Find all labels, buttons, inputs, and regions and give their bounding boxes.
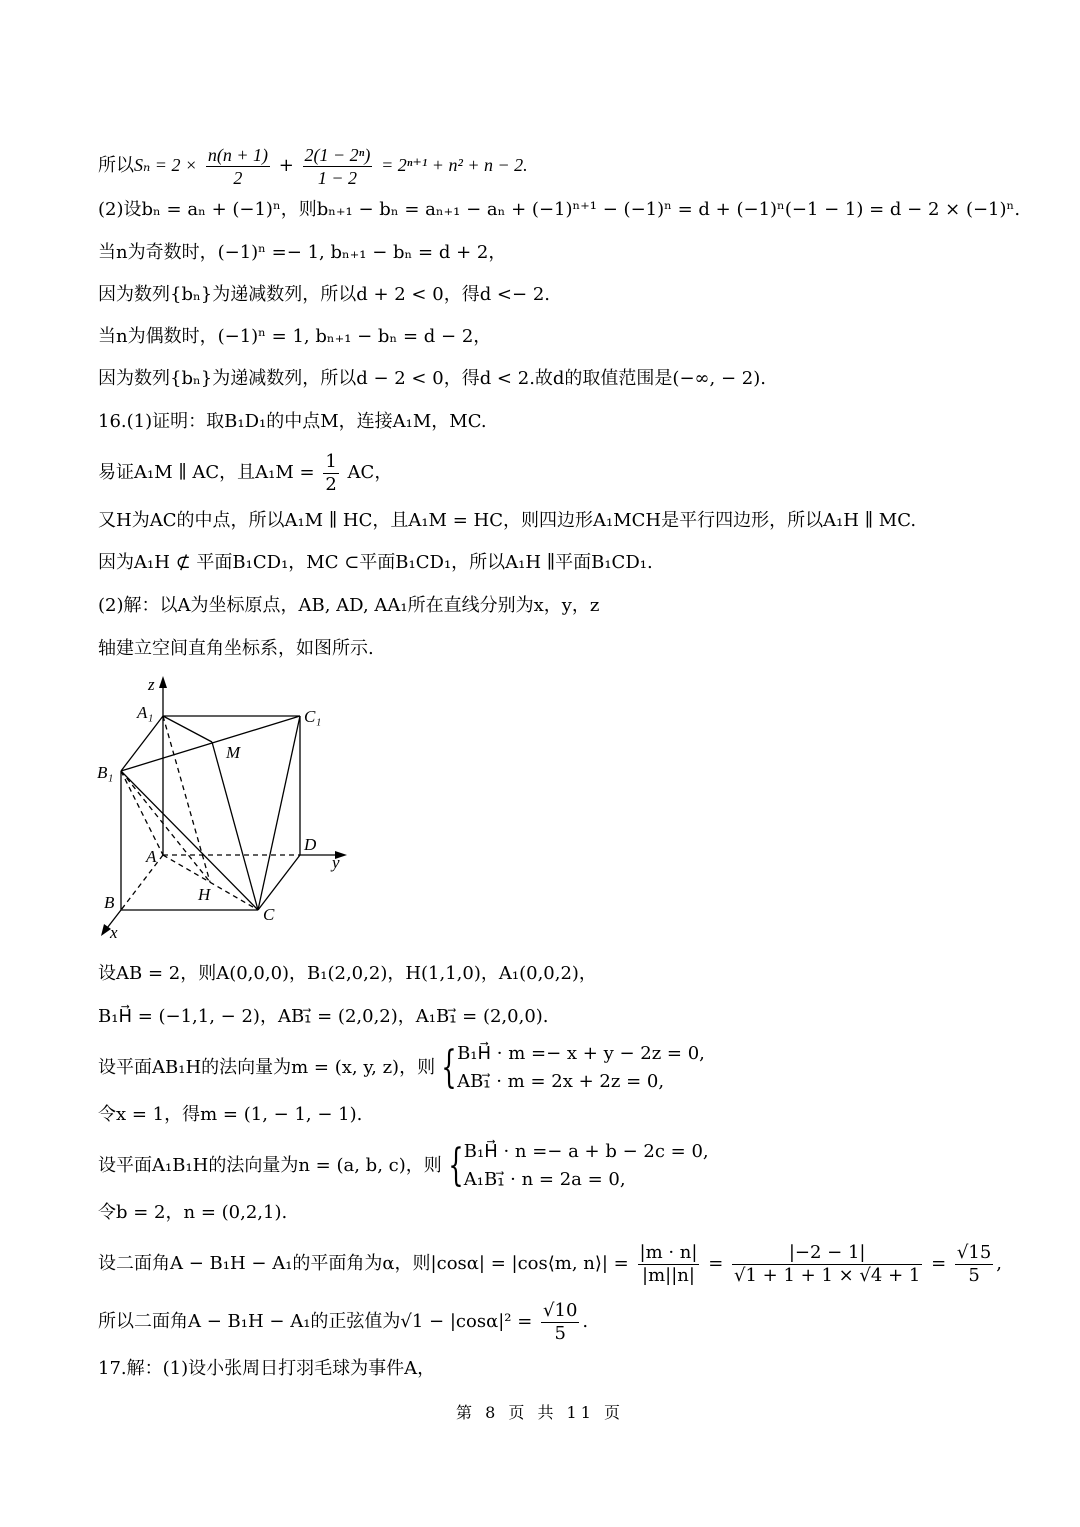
formula: = 2ⁿ⁺¹ + n² + n − 2. <box>381 155 528 175</box>
text-line: 因为数列{bₙ}为递减数列，所以d + 2 < 0，得d <− 2. <box>98 284 550 305</box>
text-line: B₁H⃗ = (−1,1, − 2)，AB₁⃗ = (2,0,2)，A₁B₁⃗ = (2,0,0). <box>98 1006 549 1027</box>
segment-B1A <box>121 771 163 855</box>
fraction <box>541 1300 579 1345</box>
text: 所以 <box>98 155 134 176</box>
formula-line-8 <box>98 448 392 498</box>
operator: = <box>708 1253 724 1274</box>
edge-C1C <box>258 716 300 910</box>
fraction <box>206 144 270 189</box>
text-line: 又H为AC的中点，所以A₁M ∥ HC，且A₁M = HC，则四边形A₁MCH是平行四边形，所以A₁H ∥ MC. <box>98 510 917 531</box>
denominator: √1 + 1 + 1 × √4 + 1 <box>734 1264 921 1286</box>
denominator: |m||n| <box>642 1264 695 1286</box>
text-line: 当n为偶数时，(−1)ⁿ = 1, bₙ₊₁ − bₙ = d − 2， <box>98 326 492 347</box>
fraction <box>303 144 373 189</box>
text-line: 16.(1)证明：取B₁D₁的中点M，连接A₁M，MC. <box>98 411 487 432</box>
numerator: 1 <box>325 450 337 472</box>
equation: B₁H⃗ · n =− a + b − 2c = 0, <box>463 1141 709 1162</box>
segment-A1H <box>163 716 210 882</box>
text-line: 17.解：(1)设小张周日打羽毛球为事件A， <box>98 1358 436 1379</box>
formula: Sₙ = 2 × <box>134 155 198 175</box>
fraction <box>955 1242 993 1287</box>
fraction <box>638 1242 700 1287</box>
system-line-2 <box>98 1136 709 1196</box>
equation: A₁B₁⃗ · n = 2a = 0, <box>463 1169 626 1190</box>
operator: + <box>278 155 294 176</box>
text-line: 轴建立空间直角坐标系，如图所示. <box>98 638 374 659</box>
equation-system <box>457 1040 705 1096</box>
label-M: M <box>226 743 241 762</box>
numerator: |−2 − 1| <box>732 1242 922 1265</box>
operator: = <box>931 1253 947 1274</box>
equation: AB₁⃗ · m = 2x + 2z = 0, <box>457 1071 665 1092</box>
segment-B1H <box>121 771 210 882</box>
numerator: 2(1 − 2ⁿ) <box>304 144 371 165</box>
text-line: 令b = 2，n = (0,2,1). <box>98 1202 288 1223</box>
numerator: √15 <box>956 1241 992 1263</box>
label-H: H <box>198 885 211 904</box>
formula-line-19 <box>98 1238 1002 1290</box>
denominator: 2 <box>325 473 337 495</box>
formula-line-20 <box>98 1296 588 1348</box>
label-x: x <box>110 923 118 942</box>
text-line: 当n为奇数时，(−1)ⁿ =− 1, bₙ₊₁ − bₙ = d + 2， <box>98 242 507 263</box>
fraction <box>323 451 338 496</box>
text: 设平面A₁B₁H的法向量为n = (a, b, c)，则 <box>98 1155 442 1176</box>
label-A: A <box>146 847 157 866</box>
text-line: (2)设bₙ = aₙ + (−1)ⁿ，则bₙ₊₁ − bₙ = aₙ₊₁ − aₙ + (−1)ⁿ⁺¹ − (−1)ⁿ = d + (−1)ⁿ(−1 − 1) = d − 2 × (−1)ⁿ. <box>98 199 1021 220</box>
label-A1: A₁ <box>137 703 154 722</box>
z-axis-arrow <box>159 676 167 688</box>
text-line: 令x = 1，得m = (1, − 1, − 1). <box>98 1104 363 1125</box>
label-C: C <box>263 905 275 924</box>
formula-line-1 <box>98 140 528 190</box>
label-B: B <box>104 893 115 912</box>
system-line-1 <box>98 1038 705 1098</box>
cube-figure <box>92 670 362 945</box>
brace: { <box>441 1042 457 1093</box>
denominator: 1 − 2 <box>317 167 358 188</box>
segment-B1C <box>121 771 258 910</box>
equation: B₁H⃗ · m =− x + y − 2z = 0, <box>457 1043 705 1064</box>
page-footer: 第 8 页 共 11 页 <box>456 1403 624 1422</box>
denominator: 2 <box>233 167 243 188</box>
text: , <box>996 1253 1003 1274</box>
edge-B1A1 <box>121 716 163 771</box>
text: AC， <box>347 462 393 483</box>
text-line: (2)解：以A为坐标原点，AB, AD, AA₁所在直线分别为x，y，z <box>98 595 600 616</box>
edge-B1C1 <box>121 716 300 771</box>
label-D: D <box>304 835 317 854</box>
segment-MC <box>212 742 258 910</box>
segment-AC <box>163 855 258 910</box>
segment-A1M <box>163 716 212 742</box>
label-C1: C₁ <box>304 707 322 726</box>
text: 设二面角A − B₁H − A₁的平面角为α，则|cosα| = |cos⟨m, n⟩| = <box>98 1253 629 1274</box>
denominator: 5 <box>968 1264 980 1286</box>
label-y: y <box>332 853 340 872</box>
text: 设平面AB₁H的法向量为m = (x, y, z)，则 <box>98 1057 436 1078</box>
text-line: 设AB = 2，则A(0,0,0)，B₁(2,0,2)，H(1,1,0)，A₁(0,0,2)， <box>98 963 597 984</box>
numerator: n(n + 1) <box>207 144 268 165</box>
numerator: |m · n| <box>639 1241 698 1263</box>
text-line: 因为A₁H ⊄ 平面B₁CD₁，MC ⊂平面B₁CD₁，所以A₁H ∥平面B₁CD₁. <box>98 552 653 573</box>
fraction <box>732 1242 922 1287</box>
text: 所以二面角A − B₁H − A₁的正弦值为√1 − |cosα|² = <box>98 1311 533 1332</box>
brace: { <box>448 1140 464 1191</box>
text: 易证A₁M ∥ AC，且A₁M = <box>98 462 315 483</box>
text-line: 因为数列{bₙ}为递减数列，所以d − 2 < 0，得d < 2.故d的取值范围是(−∞, − 2). <box>98 368 766 389</box>
text: . <box>582 1311 589 1332</box>
label-B1: B₁ <box>97 763 114 782</box>
equation-system <box>464 1138 709 1194</box>
label-z: z <box>148 675 155 694</box>
denominator: 5 <box>554 1322 566 1344</box>
numerator: √10 <box>543 1299 578 1321</box>
edge-AB <box>121 855 163 910</box>
